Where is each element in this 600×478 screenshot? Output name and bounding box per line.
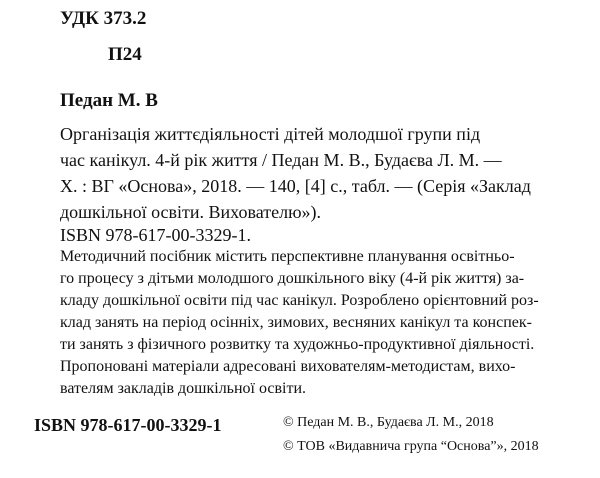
author-sign: П24	[108, 44, 142, 65]
annotation-line: Методичний посібник містить перспективне планування освітньо-	[60, 248, 515, 265]
title-line: Х. : ВГ «Основа», 2018. — 140, [4] с., табл. — (Серія «Заклад	[60, 176, 531, 196]
title-line: Організація життєдіяльності дітей молодшої групи під	[60, 124, 481, 144]
title-line: дошкільної освіти. Вихователю»).	[60, 202, 322, 222]
footer-isbn: ISBN 978-617-00-3329-1	[34, 415, 222, 435]
annotation-line: вателям закладів дошкільної освіти.	[60, 380, 307, 397]
udc-code: УДК 373.2	[60, 8, 147, 29]
isbn-line: ISBN 978-617-00-3329-1.	[60, 225, 251, 245]
title-line: час канікул. 4-й рік життя / Педан М. В., Будаєва Л. М. —	[60, 150, 502, 170]
annotation-line: го процесу з дітьми молодшого дошкільного віку (4-й рік життя) за-	[60, 270, 525, 287]
annotation-line: ти занять з фізичного розвитку та художньо-продуктивної діяльності.	[60, 336, 535, 353]
annotation-line: Пропоновані матеріали адресовані вихователям-методистам, вихо-	[60, 358, 516, 375]
annotation-line: клад занять на період осінніх, зимових, весняних канікул та конспек-	[60, 314, 532, 331]
author-heading: Педан М. В	[60, 90, 158, 111]
copyright-authors: © Педан М. В., Будаєва Л. М., 2018	[283, 415, 494, 430]
annotation-line: кладу дошкільної освіти під час канікул. Розроблено орієнтовний роз-	[60, 292, 539, 309]
copyright-publisher: © ТОВ «Видавнича група “Основа”», 2018	[283, 439, 539, 454]
